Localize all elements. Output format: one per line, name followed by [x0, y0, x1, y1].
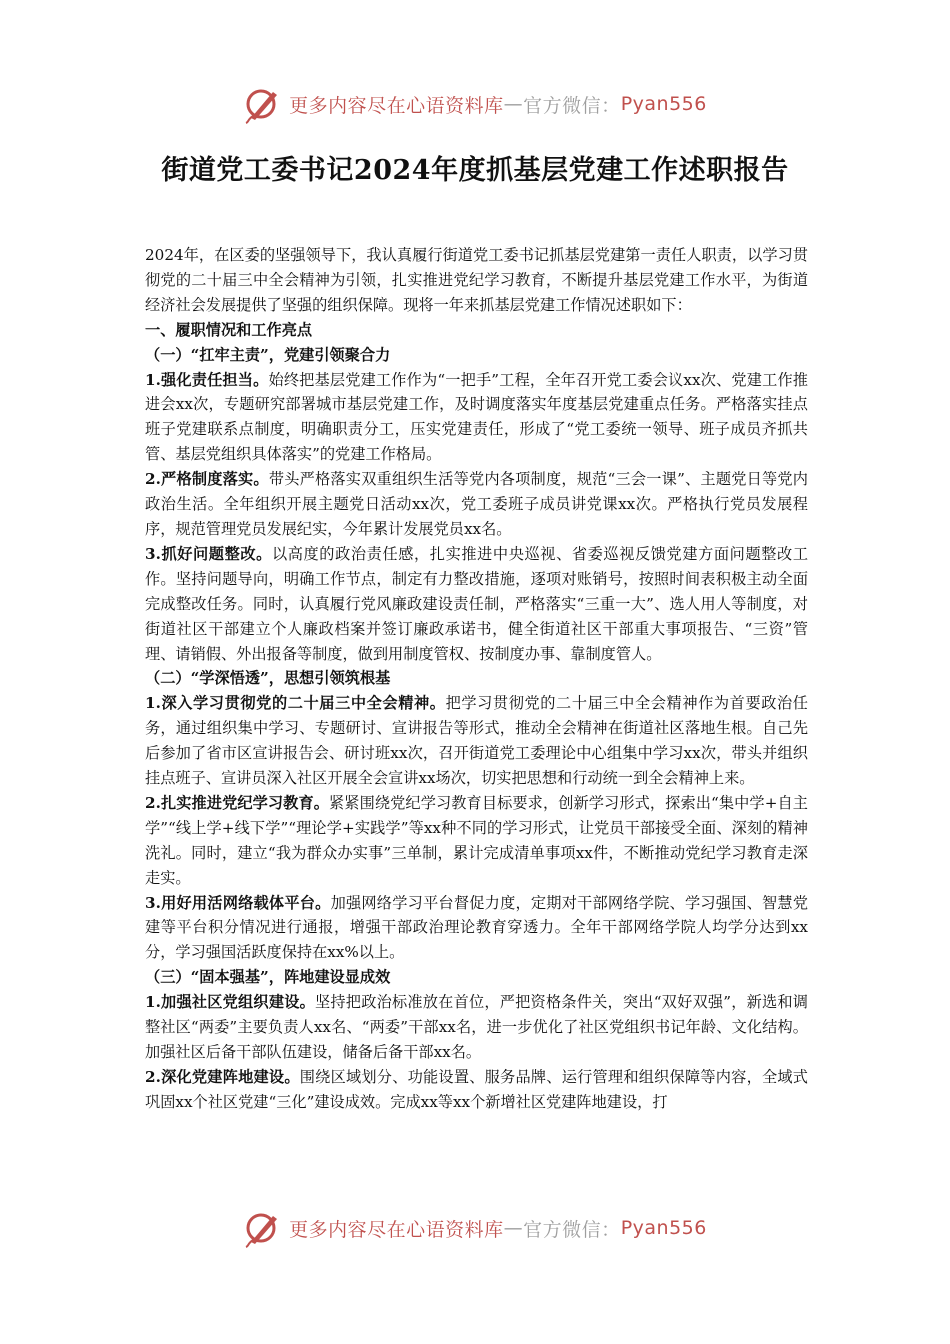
paragraph-text: 以高度的政治责任感，扎实推进中央巡视、省委巡视反馈党建方面问题整改工作。坚持问题导向，明确工作节点，制定有力整改措施，逐项对账销号，按照时间表积极主动全面完成整改任务。同时，认真履行党风廉政建设责任制，严格落实“三重一大”、选人用人等制度，对街道社区干部建立个人廉政档案并签订廉政承诺书，健全街道社区干部重大事项报告、“三资”管理、请销假、外出报备等制度，做到用制度管权、按制度办事、靠制度管人。 — [145, 544, 809, 663]
paragraph-text: 始终把基层党建工作作为“一把手”工程，全年召开党工委会议xx次、党建工作推进会xx次，专题研究部署城市基层党建工作，及时调度落实年度基层党建重点任务。严格落实挂点班子党建联系点制度，明确职责分工，压实党建责任，形成了“党工委统一领导、班子成员齐抓共管、基层党组织具体落实”的党建工作格局。 — [145, 370, 808, 464]
paragraph-lead: 1.强化责任担当。 — [145, 370, 269, 389]
paragraph-lead: 2.严格制度落实。 — [145, 470, 269, 489]
paragraph-text: 围绕区域划分、功能设置、服务品牌、运行管理和组织保障等内容，全域式巩固xx个社区党建“三化”建设成效。完成xx等xx个新增社区党建阵地建设，打 — [145, 1067, 808, 1111]
paragraph — [145, 368, 808, 468]
paragraph — [145, 467, 808, 542]
paragraph — [145, 1065, 808, 1115]
paragraph-text: 坚持把政治标准放在首位，严把资格条件关，突出“双好双强”，新选和调整社区“两委”主要负责人xx名、“两委”干部xx名，进一步优化了社区党组织书记年龄、文化结构。加强社区后备干部队伍建设，储备后备干部xx名。 — [145, 993, 808, 1061]
banner-dash: — — [503, 93, 524, 115]
document-title: 街道党工委书记2024年度抓基层党建工作述职报告 — [161, 155, 789, 186]
header-watermark-banner — [0, 82, 950, 126]
paragraph-lead: 1.加强社区党组织建设。 — [145, 993, 316, 1012]
paragraph-text: 紧紧围绕党纪学习教育目标要求，创新学习形式，探索出“集中学+自主学”“线上学+线下学”“理论学+实践学”等xx种不同的学习形式，让党员干部接受全面、深刻的精神洗礼。同时，建立“我为群众办实事”三单制，累计完成清单事项xx件，不断推动党纪学习教育走深走实。 — [145, 793, 808, 887]
banner-text: 更多内容尽在心语资料库 — [289, 94, 504, 117]
paragraph-text: 带头严格落实双重组织生活等党内各项制度，规范“三会一课”、主题党日等党内政治生活。全年组织开展主题党日活动xx次，党工委班子成员讲党课xx次。严格执行党员发展程序，规范管理党员发展纪实，今年累计发展党员xx名。 — [145, 470, 808, 538]
banner-wechat-id: Pyan556 — [620, 93, 707, 115]
paragraph — [145, 542, 808, 667]
paragraph-lead: 2.深化党建阵地建设。 — [145, 1067, 300, 1086]
banner-wechat-label: 官方微信： — [523, 94, 621, 117]
subsection-heading: （三）“固本强基”，阵地建设显成效 — [145, 968, 391, 987]
footer-watermark-banner — [0, 1206, 950, 1250]
paragraph-lead: 3.用好用活网络载体平台。 — [145, 893, 331, 912]
paragraph-lead: 2.扎实推进党纪学习教育。 — [145, 793, 330, 812]
paragraph-lead: 3.抓好问题整改。 — [145, 544, 272, 563]
banner-wechat-label: 官方微信： — [523, 1218, 621, 1241]
banner-wechat-id: Pyan556 — [620, 1217, 707, 1239]
section-heading: 一、履职情况和工作亮点 — [145, 320, 313, 339]
paragraph-text: 加强网络学习平台督促力度，定期对干部网络学院、学习强国、智慧党建等平台积分情况进行通报，增强干部政治理论教育穿透力。全年干部网络学院人均学分达到xx分，学习强国活跃度保持在xx%以上。 — [145, 893, 809, 962]
document-body — [145, 243, 808, 1115]
intro-paragraph: 2024年，在区委的坚强领导下，我认真履行街道党工委书记抓基层党建第一责任人职责，以学习贯彻党的二十届三中全会精神为引领，扎实推进党纪学习教育，不断提升基层党建工作水平，为街道经济社会发展提供了坚强的组织保障。现将一年来抓基层党建工作情况述职如下： — [145, 246, 808, 314]
paragraph-lead: 1.深入学习贯彻党的二十届三中全会精神。 — [145, 694, 446, 713]
banner-text: 更多内容尽在心语资料库 — [289, 1218, 504, 1241]
paragraph — [145, 691, 808, 791]
paragraph — [145, 990, 808, 1065]
paragraph — [145, 791, 808, 891]
paragraph-text: 把学习贯彻党的二十届三中全会精神作为首要政治任务，通过组织集中学习、专题研讨、宣讲报告等形式，推动全会精神在街道社区落地生根。自己先后参加了省市区宣讲报告会、研讨班xx次，召开街道党工委理论中心组集中学习xx次，带头并组织挂点班子、宣讲员深入社区开展全会宣讲xx场次，切实把思想和行动统一到全会精神上来。 — [145, 694, 808, 788]
subsection-heading: （一）“扛牢主责”，党建引领聚合力 — [145, 345, 391, 364]
banner-dash: — — [503, 1217, 524, 1239]
paragraph — [145, 891, 808, 966]
subsection-heading: （二）“学深悟透”，思想引领筑根基 — [145, 669, 391, 688]
pen-logo-icon — [243, 84, 283, 124]
pen-logo-icon — [243, 1208, 283, 1248]
